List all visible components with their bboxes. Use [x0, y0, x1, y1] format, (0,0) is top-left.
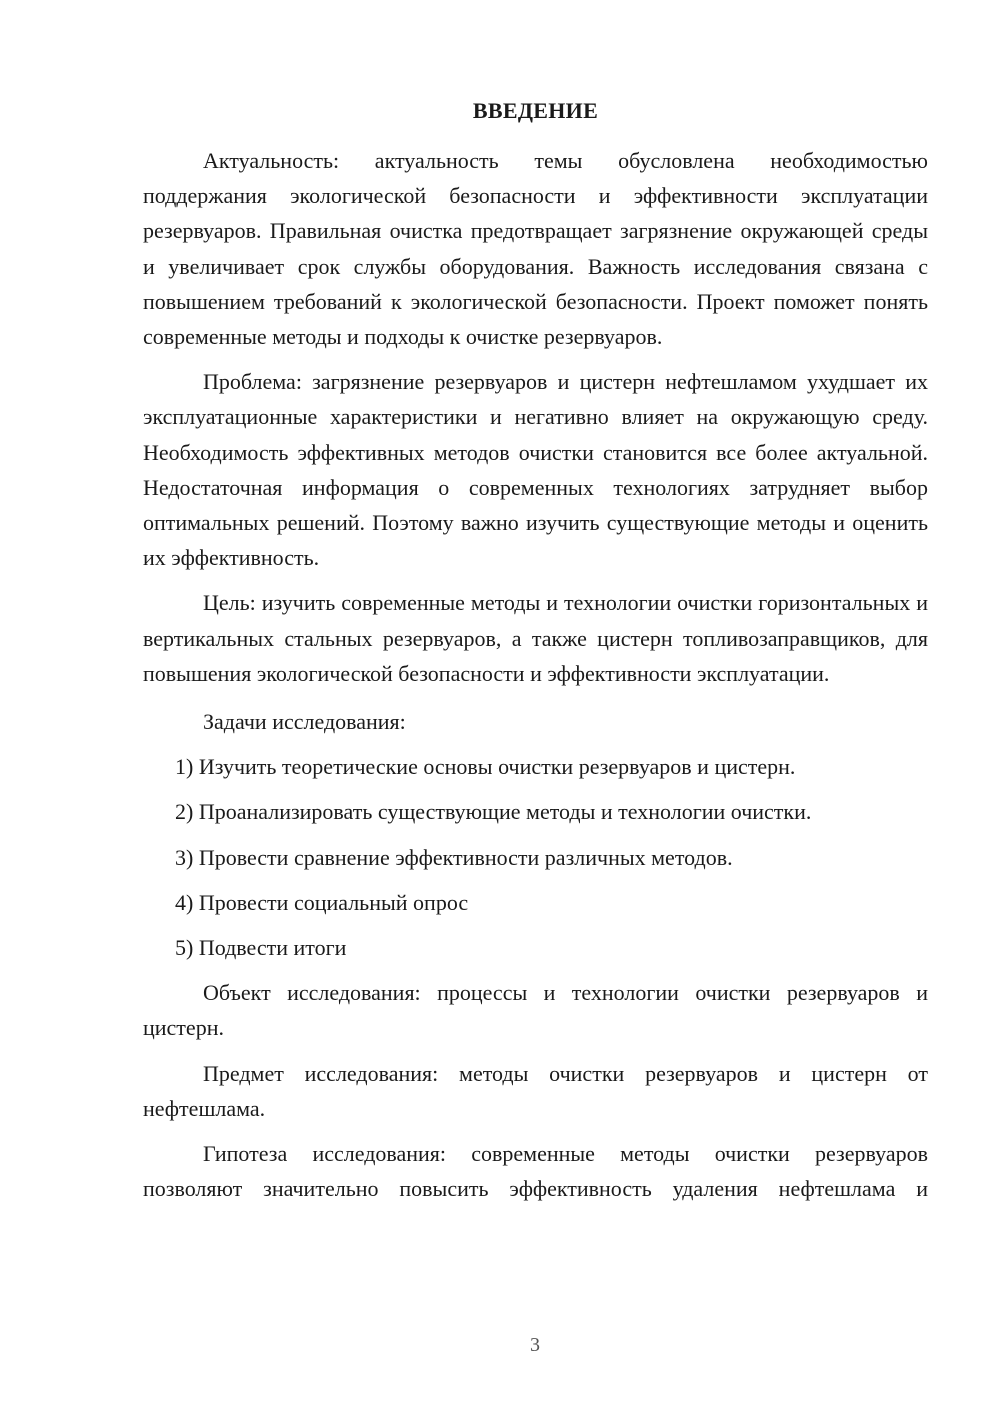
subject-paragraph: Предмет исследования: методы очистки резервуаров и цистерн от нефтешлама.: [143, 1060, 928, 1121]
page-number: 3: [530, 1334, 540, 1356]
task-item: 4) Провести социальный опрос: [175, 889, 469, 915]
task-item: 1) Изучить теоретические основы очистки резервуаров и цистерн.: [175, 754, 796, 780]
problem-paragraph: Проблема: загрязнение резервуаров и цистерн нефтешламом ухудшает их эксплуатационные характеристики и негативно влияет на окружающую среду. Необходимость эффективных методов очистки становится все более актуальной. Недостаточная информация о современных технологиях затрудняет выбор оптимальных решений. Поэтому важно изучить существующие методы и оценить их эффективность.: [143, 369, 928, 571]
task-item: 2) Проанализировать существующие методы и технологии очистки.: [175, 799, 812, 825]
goal-paragraph: Цель: изучить современные методы и технологии очистки горизонтальных и вертикальных стальных резервуаров, а также цистерн топливозаправщиков, для повышения экологической безопасности и эффективности эксплуатации.: [143, 590, 928, 686]
task-item: 3) Провести сравнение эффективности различных методов.: [175, 844, 733, 870]
page-title: ВВЕДЕНИЕ: [472, 98, 599, 123]
task-item: 5) Подвести итоги: [175, 935, 347, 961]
object-paragraph: Объект исследования: процессы и технологии очистки резервуаров и цистерн.: [143, 980, 928, 1041]
hypothesis-paragraph: Гипотеза исследования: современные методы очистки резервуаров позволяют значительно повысить эффективность удаления нефтешлама и: [143, 1141, 928, 1202]
document-page: [143, 96, 928, 1216]
relevance-paragraph: Актуальность: актуальность темы обусловлена необходимостью поддержания экологической безопасности и эффективности эксплуатации резервуаров. Правильная очистка предотвращает загрязнение окружающей среды и увеличивает срок службы оборудования. Важность исследования связана с повышением требований к экологической безопасности. Проект поможет понять современные методы и подходы к очистке резервуаров.: [143, 148, 928, 350]
tasks-list: [143, 749, 928, 965]
tasks-heading: Задачи исследования:: [203, 709, 406, 735]
